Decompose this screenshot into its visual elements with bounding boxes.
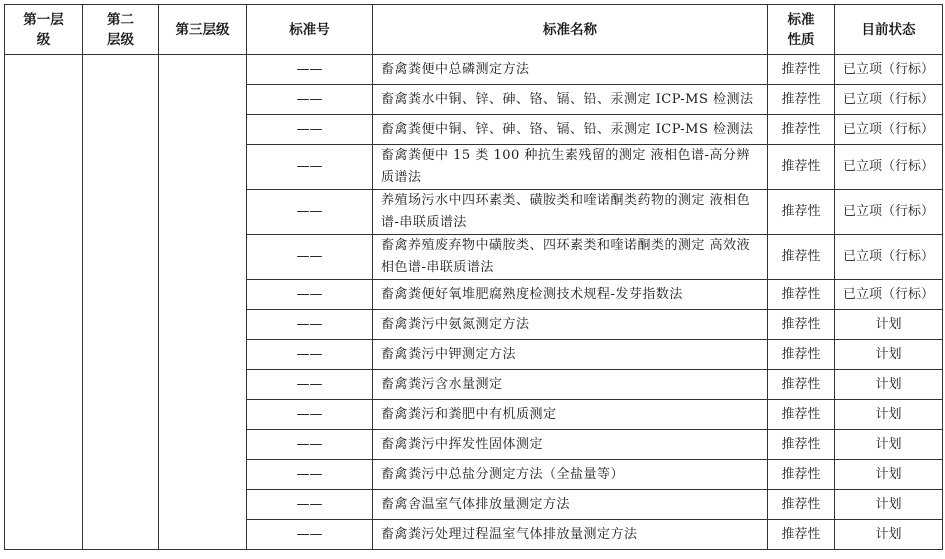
nature-cell: 推荐性 [768,115,835,145]
status-cell: 已立项（行标） [835,280,943,310]
nature-cell: 推荐性 [768,520,835,550]
header-status: 目前状态 [835,5,943,55]
std-no-cell: —— [247,310,373,340]
status-cell: 计划 [835,310,943,340]
std-name-cell: 畜禽粪便中总磷测定方法 [373,55,768,85]
header-level3: 第三层级 [159,5,247,55]
std-no-cell: —— [247,235,373,280]
std-name-cell: 畜禽粪便中铜、锌、砷、铬、镉、铅、汞测定 ICP-MS 检测法 [373,115,768,145]
std-no-cell: —— [247,55,373,85]
std-name-cell: 畜禽粪污中总盐分测定方法（全盐量等） [373,460,768,490]
status-cell: 已立项（行标） [835,235,943,280]
std-no-cell: —— [247,400,373,430]
standards-table [4,4,943,550]
nature-cell: 推荐性 [768,340,835,370]
status-cell: 已立项（行标） [835,190,943,235]
std-no-cell: —— [247,520,373,550]
status-cell: 已立项（行标） [835,145,943,190]
std-name-cell: 养殖场污水中四环素类、磺胺类和喹诺酮类药物的测定 液相色谱-串联质谱法 [373,190,768,235]
std-no-cell: —— [247,490,373,520]
std-no-cell: —— [247,340,373,370]
std-no-cell: —— [247,145,373,190]
header-level2: 第二层级 [83,5,159,55]
std-no-cell: —— [247,370,373,400]
std-no-cell: —— [247,190,373,235]
header-level1: 第一层级 [5,5,83,55]
level2-cell [83,55,159,550]
std-name-cell: 畜禽舍温室气体排放量测定方法 [373,490,768,520]
status-cell: 计划 [835,430,943,460]
nature-cell: 推荐性 [768,55,835,85]
nature-cell: 推荐性 [768,280,835,310]
std-no-cell: —— [247,430,373,460]
header-nature: 标准性质 [768,5,835,55]
std-name-cell: 畜禽粪便好氧堆肥腐熟度检测技术规程-发芽指数法 [373,280,768,310]
std-name-cell: 畜禽养殖废弃物中磺胺类、四环素类和喹诺酮类的测定 高效液相色谱-串联质谱法 [373,235,768,280]
status-cell: 计划 [835,370,943,400]
status-cell: 计划 [835,460,943,490]
header-row [5,5,943,55]
std-no-cell: —— [247,85,373,115]
nature-cell: 推荐性 [768,460,835,490]
table-row [5,55,943,85]
std-name-cell: 畜禽粪污含水量测定 [373,370,768,400]
status-cell: 已立项（行标） [835,55,943,85]
status-cell: 计划 [835,340,943,370]
std-name-cell: 畜禽粪污中挥发性固体测定 [373,430,768,460]
status-cell: 计划 [835,490,943,520]
nature-cell: 推荐性 [768,85,835,115]
header-std-name: 标准名称 [373,5,768,55]
std-no-cell: —— [247,460,373,490]
std-no-cell: —— [247,280,373,310]
status-cell: 已立项（行标） [835,85,943,115]
std-no-cell: —— [247,115,373,145]
status-cell: 已立项（行标） [835,115,943,145]
std-name-cell: 畜禽粪污和粪肥中有机质测定 [373,400,768,430]
nature-cell: 推荐性 [768,310,835,340]
nature-cell: 推荐性 [768,145,835,190]
std-name-cell: 畜禽粪水中铜、锌、砷、铬、镉、铅、汞测定 ICP-MS 检测法 [373,85,768,115]
nature-cell: 推荐性 [768,190,835,235]
header-std-no: 标准号 [247,5,373,55]
nature-cell: 推荐性 [768,235,835,280]
std-name-cell: 畜禽粪污处理过程温室气体排放量测定方法 [373,520,768,550]
nature-cell: 推荐性 [768,490,835,520]
status-cell: 计划 [835,400,943,430]
std-name-cell: 畜禽粪污中氨氮测定方法 [373,310,768,340]
level1-cell [5,55,83,550]
nature-cell: 推荐性 [768,430,835,460]
level3-cell [159,55,247,550]
nature-cell: 推荐性 [768,400,835,430]
std-name-cell: 畜禽粪污中钾测定方法 [373,340,768,370]
std-name-cell: 畜禽粪便中 15 类 100 种抗生素残留的测定 液相色谱-高分辨质谱法 [373,145,768,190]
status-cell: 计划 [835,520,943,550]
nature-cell: 推荐性 [768,370,835,400]
